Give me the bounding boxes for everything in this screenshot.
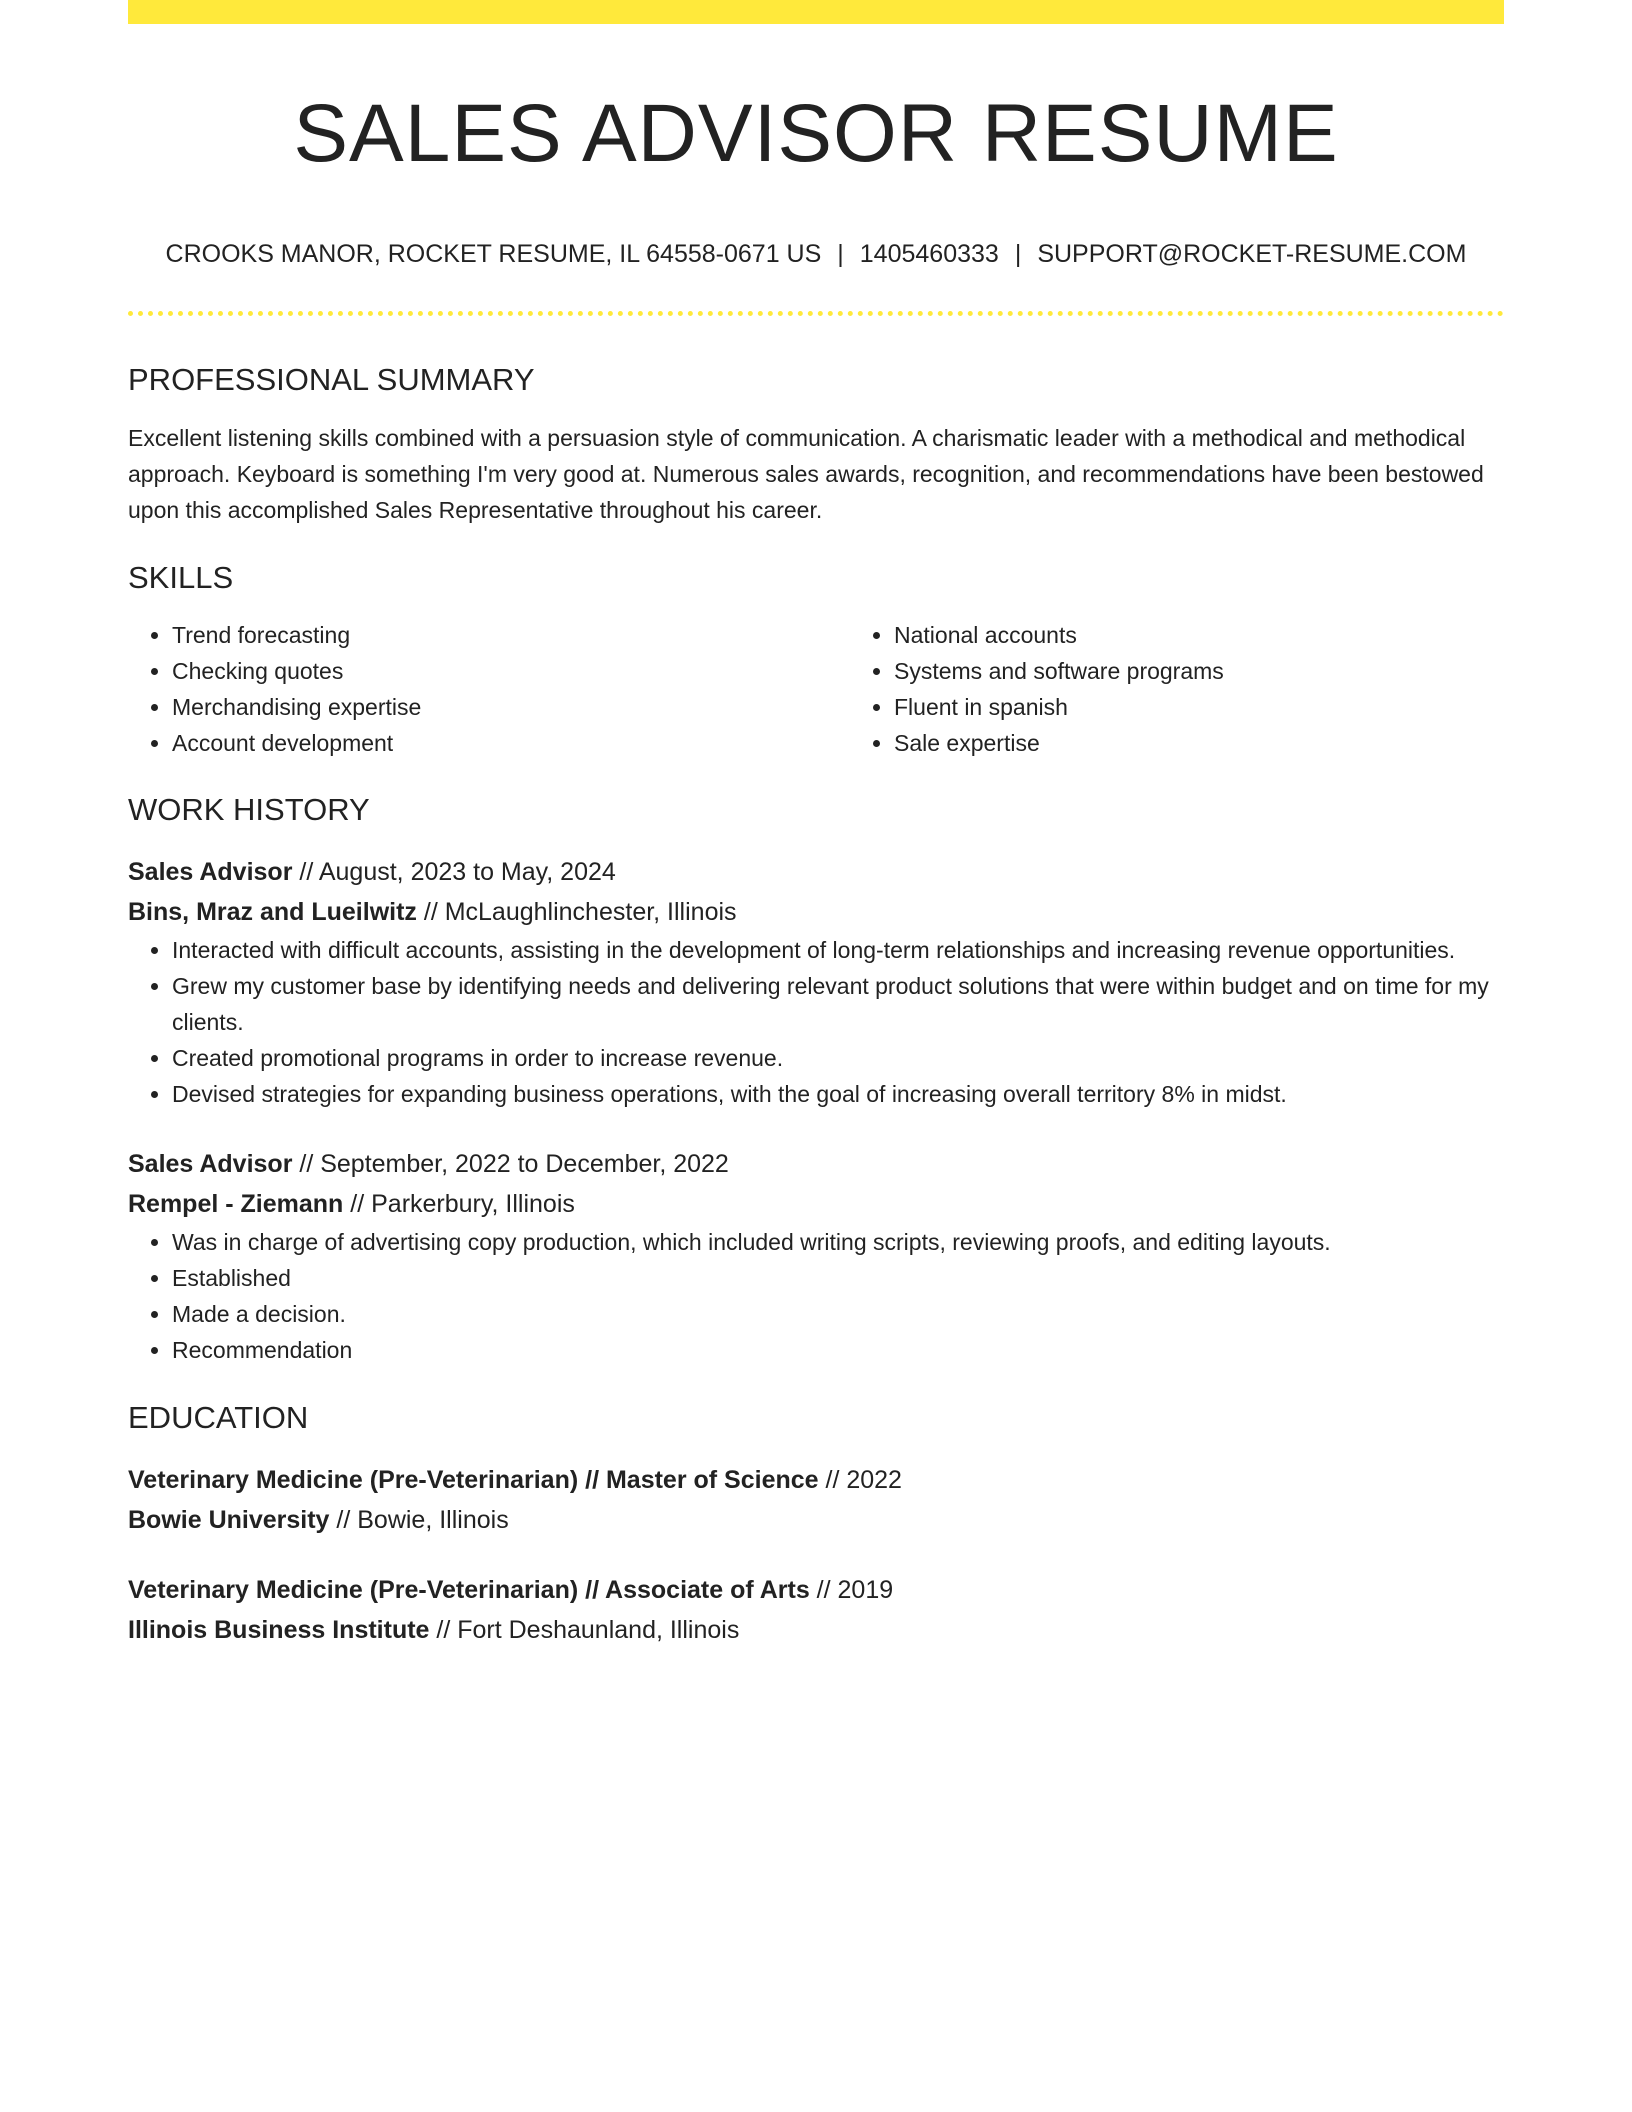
page-title: SALES ADVISOR RESUME [293, 88, 1339, 179]
degree-year: // 2019 [809, 1576, 894, 1604]
job-bullets [128, 1224, 1504, 1368]
summary-text: Excellent listening skills combined with a persuasion style of communication. A charismatic leader with a methodical and methodical approach. Keyboard is something I'm very good at. Numerous sales awards, recognition, and recommendations have been bestowed upon this accomplished Sales Representative throughout his career. [128, 425, 1484, 523]
skills-heading: SKILLS [128, 560, 234, 595]
job-company-line [128, 892, 1504, 932]
skill-item: • Fluent in spanish [894, 689, 1572, 725]
job-bullet: • Devised strategies for expanding business operations, with the goal of increasing overall territory 8% in midst. [172, 1076, 1504, 1112]
job-title: Sales Advisor [128, 858, 293, 886]
education-heading: EDUCATION [128, 1400, 309, 1435]
contact-separator: | [837, 240, 844, 268]
job-title: Sales Advisor [128, 1150, 293, 1178]
contact-address: CROOKS MANOR, ROCKET RESUME, IL 64558-0671 US [165, 240, 822, 268]
school-location: // Fort Deshaunland, Illinois [429, 1616, 740, 1644]
dotted-divider [128, 311, 1504, 316]
job-dates: // September, 2022 to December, 2022 [292, 1150, 729, 1178]
job-location: // Parkerbury, Illinois [343, 1190, 575, 1218]
job-company: Bins, Mraz and Lueilwitz [128, 898, 417, 926]
skill-item: • Sale expertise [894, 725, 1572, 761]
contact-line [128, 238, 1504, 270]
job-bullet: • Interacted with difficult accounts, assisting in the development of long-term relationships and increasing revenue opportunities. [172, 932, 1504, 968]
skills-list-right [850, 617, 1572, 761]
resume-page [128, 0, 1504, 1650]
degree-line [128, 1570, 1504, 1610]
degree-year: // 2022 [818, 1466, 902, 1494]
job-bullets [128, 932, 1504, 1112]
degree: Veterinary Medicine (Pre-Veterinarian) // Master of Science [128, 1466, 819, 1494]
skill-item: • National accounts [894, 617, 1572, 653]
school-location: // Bowie, Illinois [329, 1506, 509, 1534]
school: Illinois Business Institute [128, 1616, 430, 1644]
skill-item: • Checking quotes [172, 653, 850, 689]
job-entry [128, 852, 1504, 1112]
degree: Veterinary Medicine (Pre-Veterinarian) // Associate of Arts [128, 1576, 810, 1604]
job-bullet: • Created promotional programs in order to increase revenue. [172, 1040, 1504, 1076]
job-bullet: • Made a decision. [172, 1296, 1504, 1332]
job-title-line [128, 852, 1504, 892]
school-line [128, 1610, 1504, 1650]
job-location: // McLaughlinchester, Illinois [416, 898, 737, 926]
education-entry [128, 1460, 1504, 1540]
job-bullet: • Grew my customer base by identifying needs and delivering relevant product solutions that were within budget and on time for my clients. [172, 968, 1504, 1040]
skills-list-left [128, 617, 850, 761]
school-line [128, 1500, 1504, 1540]
skills-columns [128, 617, 1504, 761]
job-bullet: • Recommendation [172, 1332, 1504, 1368]
contact-email: SUPPORT@ROCKET-RESUME.COM [1037, 240, 1467, 268]
job-company-line [128, 1184, 1504, 1224]
skill-item: • Trend forecasting [172, 617, 850, 653]
job-bullet: • Established [172, 1260, 1504, 1296]
summary-heading: PROFESSIONAL SUMMARY [128, 362, 535, 397]
contact-separator: | [1014, 240, 1022, 268]
education-entry [128, 1570, 1504, 1650]
contact-phone: 1405460333 [859, 240, 999, 268]
job-dates: // August, 2023 to May, 2024 [292, 858, 616, 886]
work-history-heading: WORK HISTORY [128, 792, 370, 827]
job-entry [128, 1144, 1504, 1368]
job-company: Rempel - Ziemann [128, 1190, 344, 1218]
job-title-line [128, 1144, 1504, 1184]
top-accent-bar [128, 0, 1504, 24]
skill-item: • Merchandising expertise [172, 689, 850, 725]
degree-line [128, 1460, 1504, 1500]
skill-item: • Account development [172, 725, 850, 761]
skill-item: • Systems and software programs [894, 653, 1572, 689]
school: Bowie University [128, 1506, 330, 1534]
job-bullet: • Was in charge of advertising copy production, which included writing scripts, reviewing proofs, and editing layouts. [172, 1224, 1504, 1260]
